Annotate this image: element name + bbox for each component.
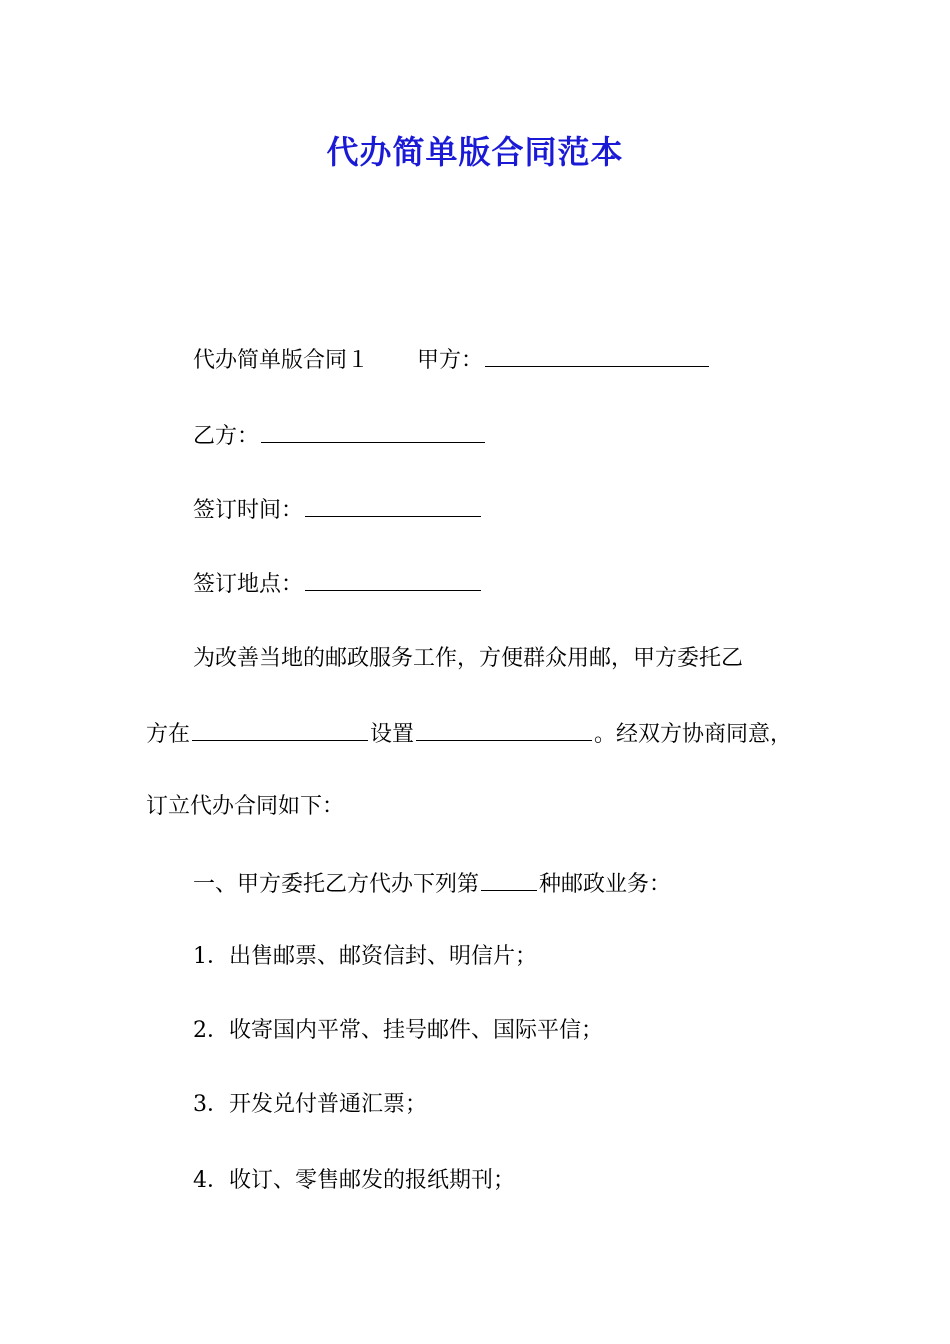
clause-1 <box>193 868 671 900</box>
party-b-line <box>193 420 487 452</box>
list-item: 3．开发兑付普通汇票； <box>193 1092 427 1117</box>
sign-place-blank <box>305 568 481 591</box>
clause-1-text-a: 一、甲方委托乙方代办下列第 <box>193 872 480 897</box>
party-a-label: 甲方： <box>417 348 484 373</box>
document-title: 代办简单版合同范本 <box>326 133 624 171</box>
party-a-blank <box>485 344 709 367</box>
contract-label: 代办简单版合同１ <box>193 348 370 373</box>
party-b-blank <box>261 420 485 443</box>
intro-text-a: 方在 <box>146 722 191 747</box>
party-b-label: 乙方： <box>193 424 260 449</box>
intro-text-c: 。经双方协商同意， <box>594 722 793 747</box>
sign-place-line <box>193 568 483 600</box>
list-item: 2．收寄国内平常、挂号邮件、国际平信； <box>193 1018 603 1043</box>
intro-line-2 <box>146 718 792 750</box>
list-item: 4．收订、零售邮发的报纸期刊； <box>193 1168 515 1193</box>
sign-time-blank <box>305 494 481 517</box>
intro-line-1: 为改善当地的邮政服务工作，方便群众用邮，甲方委托乙 <box>193 646 744 671</box>
sign-time-label: 签订时间： <box>193 498 304 523</box>
header-line <box>193 344 711 376</box>
location-blank <box>192 718 368 741</box>
clause-1-text-b: 种邮政业务： <box>539 872 672 897</box>
facility-blank <box>416 718 592 741</box>
sign-place-label: 签订地点： <box>193 572 304 597</box>
sign-time-line <box>193 494 483 526</box>
clause-1-blank <box>481 868 537 891</box>
intro-line-3: 订立代办合同如下： <box>146 794 345 819</box>
intro-text-b: 设置 <box>370 722 415 747</box>
list-item: 1．出售邮票、邮资信封、明信片； <box>193 944 537 969</box>
